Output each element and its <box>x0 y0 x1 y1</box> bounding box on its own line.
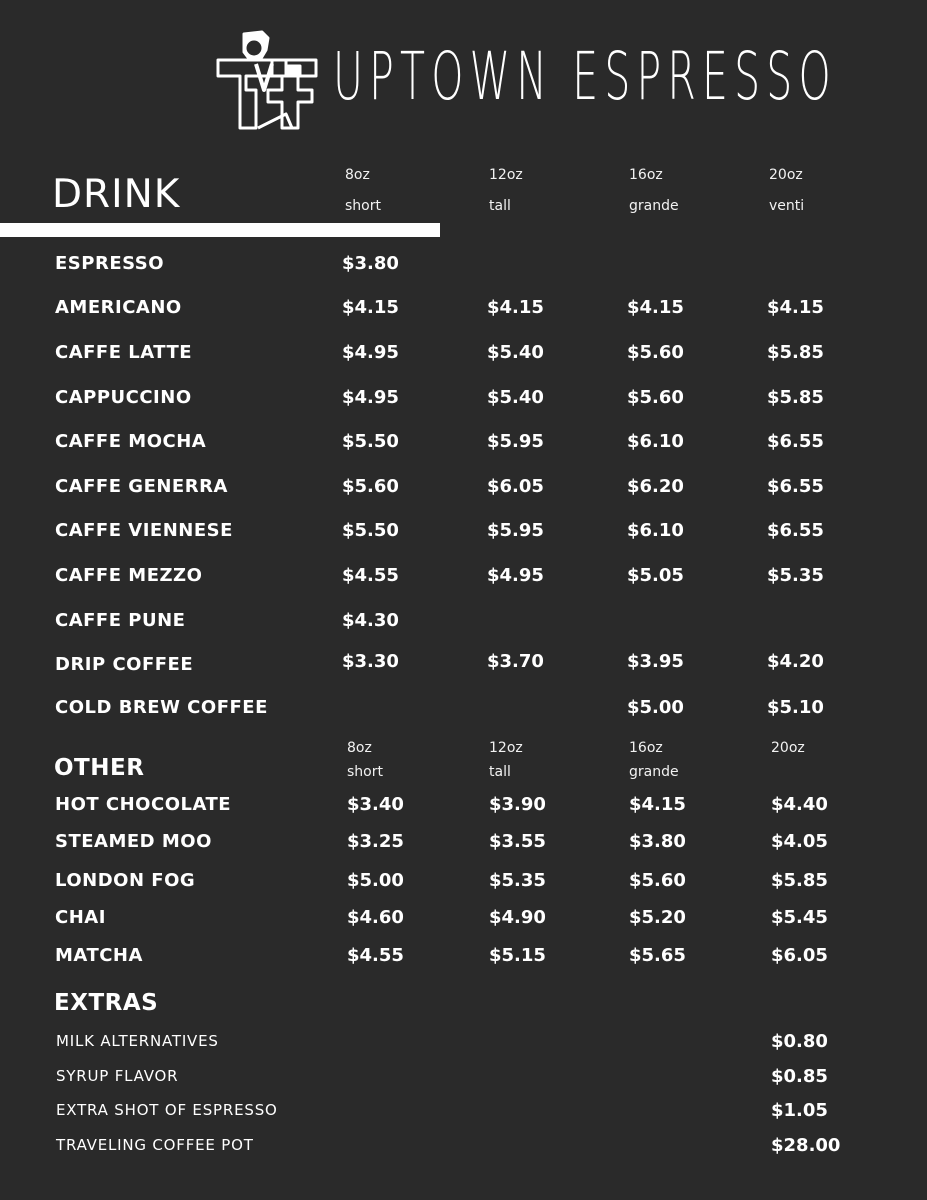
other-size-name: short <box>347 764 383 780</box>
menu-item-price: $6.10 <box>627 431 684 452</box>
extra-item-name: SYRUP FLAVOR <box>56 1067 179 1085</box>
menu-item-price: $4.15 <box>342 297 399 318</box>
extra-item-price: $28.00 <box>771 1135 841 1156</box>
drink-size-name: venti <box>769 198 805 214</box>
menu-item-price: $4.55 <box>342 565 399 586</box>
menu-item-price: $6.05 <box>771 945 828 966</box>
menu-item-price: $3.95 <box>627 651 684 672</box>
menu-item-name: STEAMED MOO <box>55 831 212 852</box>
menu-item-price: $4.95 <box>487 565 544 586</box>
menu-item-price: $5.05 <box>627 565 684 586</box>
menu-item-price: $5.60 <box>627 387 684 408</box>
drink-size-oz: 12oz <box>489 167 523 183</box>
menu-item-price: $4.05 <box>771 831 828 852</box>
menu-item-name: CAFFE LATTE <box>55 342 193 363</box>
menu-item-name: CAFFE GENERRA <box>55 476 228 497</box>
menu-item-price: $5.20 <box>629 907 686 928</box>
menu-item-price: $5.60 <box>342 476 399 497</box>
menu-item-price: $5.40 <box>487 387 544 408</box>
menu-item-price: $5.15 <box>489 945 546 966</box>
menu-item-price: $5.10 <box>767 697 824 718</box>
extra-item-price: $0.80 <box>771 1031 828 1052</box>
menu-item-price: $4.30 <box>342 610 399 631</box>
menu-item-price: $3.40 <box>347 794 404 815</box>
menu-item-price: $5.65 <box>629 945 686 966</box>
menu-item-price: $5.95 <box>487 431 544 452</box>
menu-item-price: $4.55 <box>347 945 404 966</box>
menu-item-price: $3.55 <box>489 831 546 852</box>
menu-item-price: $5.85 <box>771 870 828 891</box>
menu-item-name: CAFFE VIENNESE <box>55 520 233 541</box>
brand-name: UPTOWN ESPRESSO <box>333 38 837 115</box>
menu-item-price: $4.15 <box>627 297 684 318</box>
menu-item-price: $6.05 <box>487 476 544 497</box>
extra-item-price: $1.05 <box>771 1100 828 1121</box>
extra-item-name: EXTRA SHOT OF ESPRESSO <box>56 1101 278 1119</box>
drink-size-name: grande <box>629 198 679 214</box>
other-size-name: grande <box>629 764 679 780</box>
section-divider <box>0 223 440 237</box>
other-size-oz: 12oz <box>489 740 523 756</box>
menu-item-name: ESPRESSO <box>55 253 165 274</box>
menu-item-price: $5.50 <box>342 520 399 541</box>
other-size-oz: 20oz <box>771 740 805 756</box>
menu-item-price: $5.00 <box>347 870 404 891</box>
other-size-name: tall <box>489 764 511 780</box>
menu-item-name: MATCHA <box>55 945 143 966</box>
extra-item-name: TRAVELING COFFEE POT <box>56 1136 254 1154</box>
menu-item-name: DRIP COFFEE <box>55 654 194 675</box>
menu-item-price: $5.60 <box>627 342 684 363</box>
menu-item-name: CAFFE PUNE <box>55 610 186 631</box>
menu-item-price: $4.60 <box>347 907 404 928</box>
menu-item-price: $6.55 <box>767 520 824 541</box>
menu-item-price: $3.30 <box>342 651 399 672</box>
menu-item-price: $5.35 <box>767 565 824 586</box>
menu-item-price: $5.85 <box>767 342 824 363</box>
menu-item-price: $3.70 <box>487 651 544 672</box>
menu-item-name: CAFFE MOCHA <box>55 431 207 452</box>
drink-size-oz: 16oz <box>629 167 663 183</box>
menu-item-name: HOT CHOCOLATE <box>55 794 232 815</box>
menu-item-price: $3.80 <box>629 831 686 852</box>
section-title-other: OTHER <box>54 755 145 781</box>
extra-item-name: MILK ALTERNATIVES <box>56 1032 219 1050</box>
menu-item-price: $6.55 <box>767 476 824 497</box>
menu-item-price: $5.00 <box>627 697 684 718</box>
menu-item-price: $6.55 <box>767 431 824 452</box>
menu-item-price: $4.15 <box>629 794 686 815</box>
menu-item-name: CHAI <box>55 907 106 928</box>
menu-item-price: $3.80 <box>342 253 399 274</box>
menu-item-price: $6.10 <box>627 520 684 541</box>
menu-item-price: $4.15 <box>767 297 824 318</box>
drink-size-oz: 20oz <box>769 167 803 183</box>
other-size-oz: 8oz <box>347 740 372 756</box>
menu-item-price: $3.25 <box>347 831 404 852</box>
menu-item-price: $4.15 <box>487 297 544 318</box>
menu-item-price: $4.95 <box>342 342 399 363</box>
menu-item-price: $4.20 <box>767 651 824 672</box>
menu-item-price: $3.90 <box>489 794 546 815</box>
menu-item-price: $5.95 <box>487 520 544 541</box>
menu-item-price: $5.45 <box>771 907 828 928</box>
menu-item-price: $6.20 <box>627 476 684 497</box>
other-size-oz: 16oz <box>629 740 663 756</box>
drink-size-name: short <box>345 198 381 214</box>
section-title-drink: DRINK <box>52 172 181 217</box>
drink-size-oz: 8oz <box>345 167 370 183</box>
menu-item-name: CAPPUCCINO <box>55 387 192 408</box>
menu-item-price: $5.85 <box>767 387 824 408</box>
menu-item-name: AMERICANO <box>55 297 182 318</box>
menu-item-price: $4.90 <box>489 907 546 928</box>
menu-item-price: $5.40 <box>487 342 544 363</box>
menu-item-price: $4.95 <box>342 387 399 408</box>
barista-logo-icon <box>216 30 320 130</box>
menu-item-name: LONDON FOG <box>55 870 196 891</box>
menu-item-price: $4.40 <box>771 794 828 815</box>
menu-item-price: $5.60 <box>629 870 686 891</box>
menu-item-price: $5.50 <box>342 431 399 452</box>
drink-size-name: tall <box>489 198 511 214</box>
section-title-extras: EXTRAS <box>54 990 159 1016</box>
menu-item-name: CAFFE MEZZO <box>55 565 203 586</box>
extra-item-price: $0.85 <box>771 1066 828 1087</box>
menu-item-price: $5.35 <box>489 870 546 891</box>
menu-item-name: COLD BREW COFFEE <box>55 697 268 718</box>
